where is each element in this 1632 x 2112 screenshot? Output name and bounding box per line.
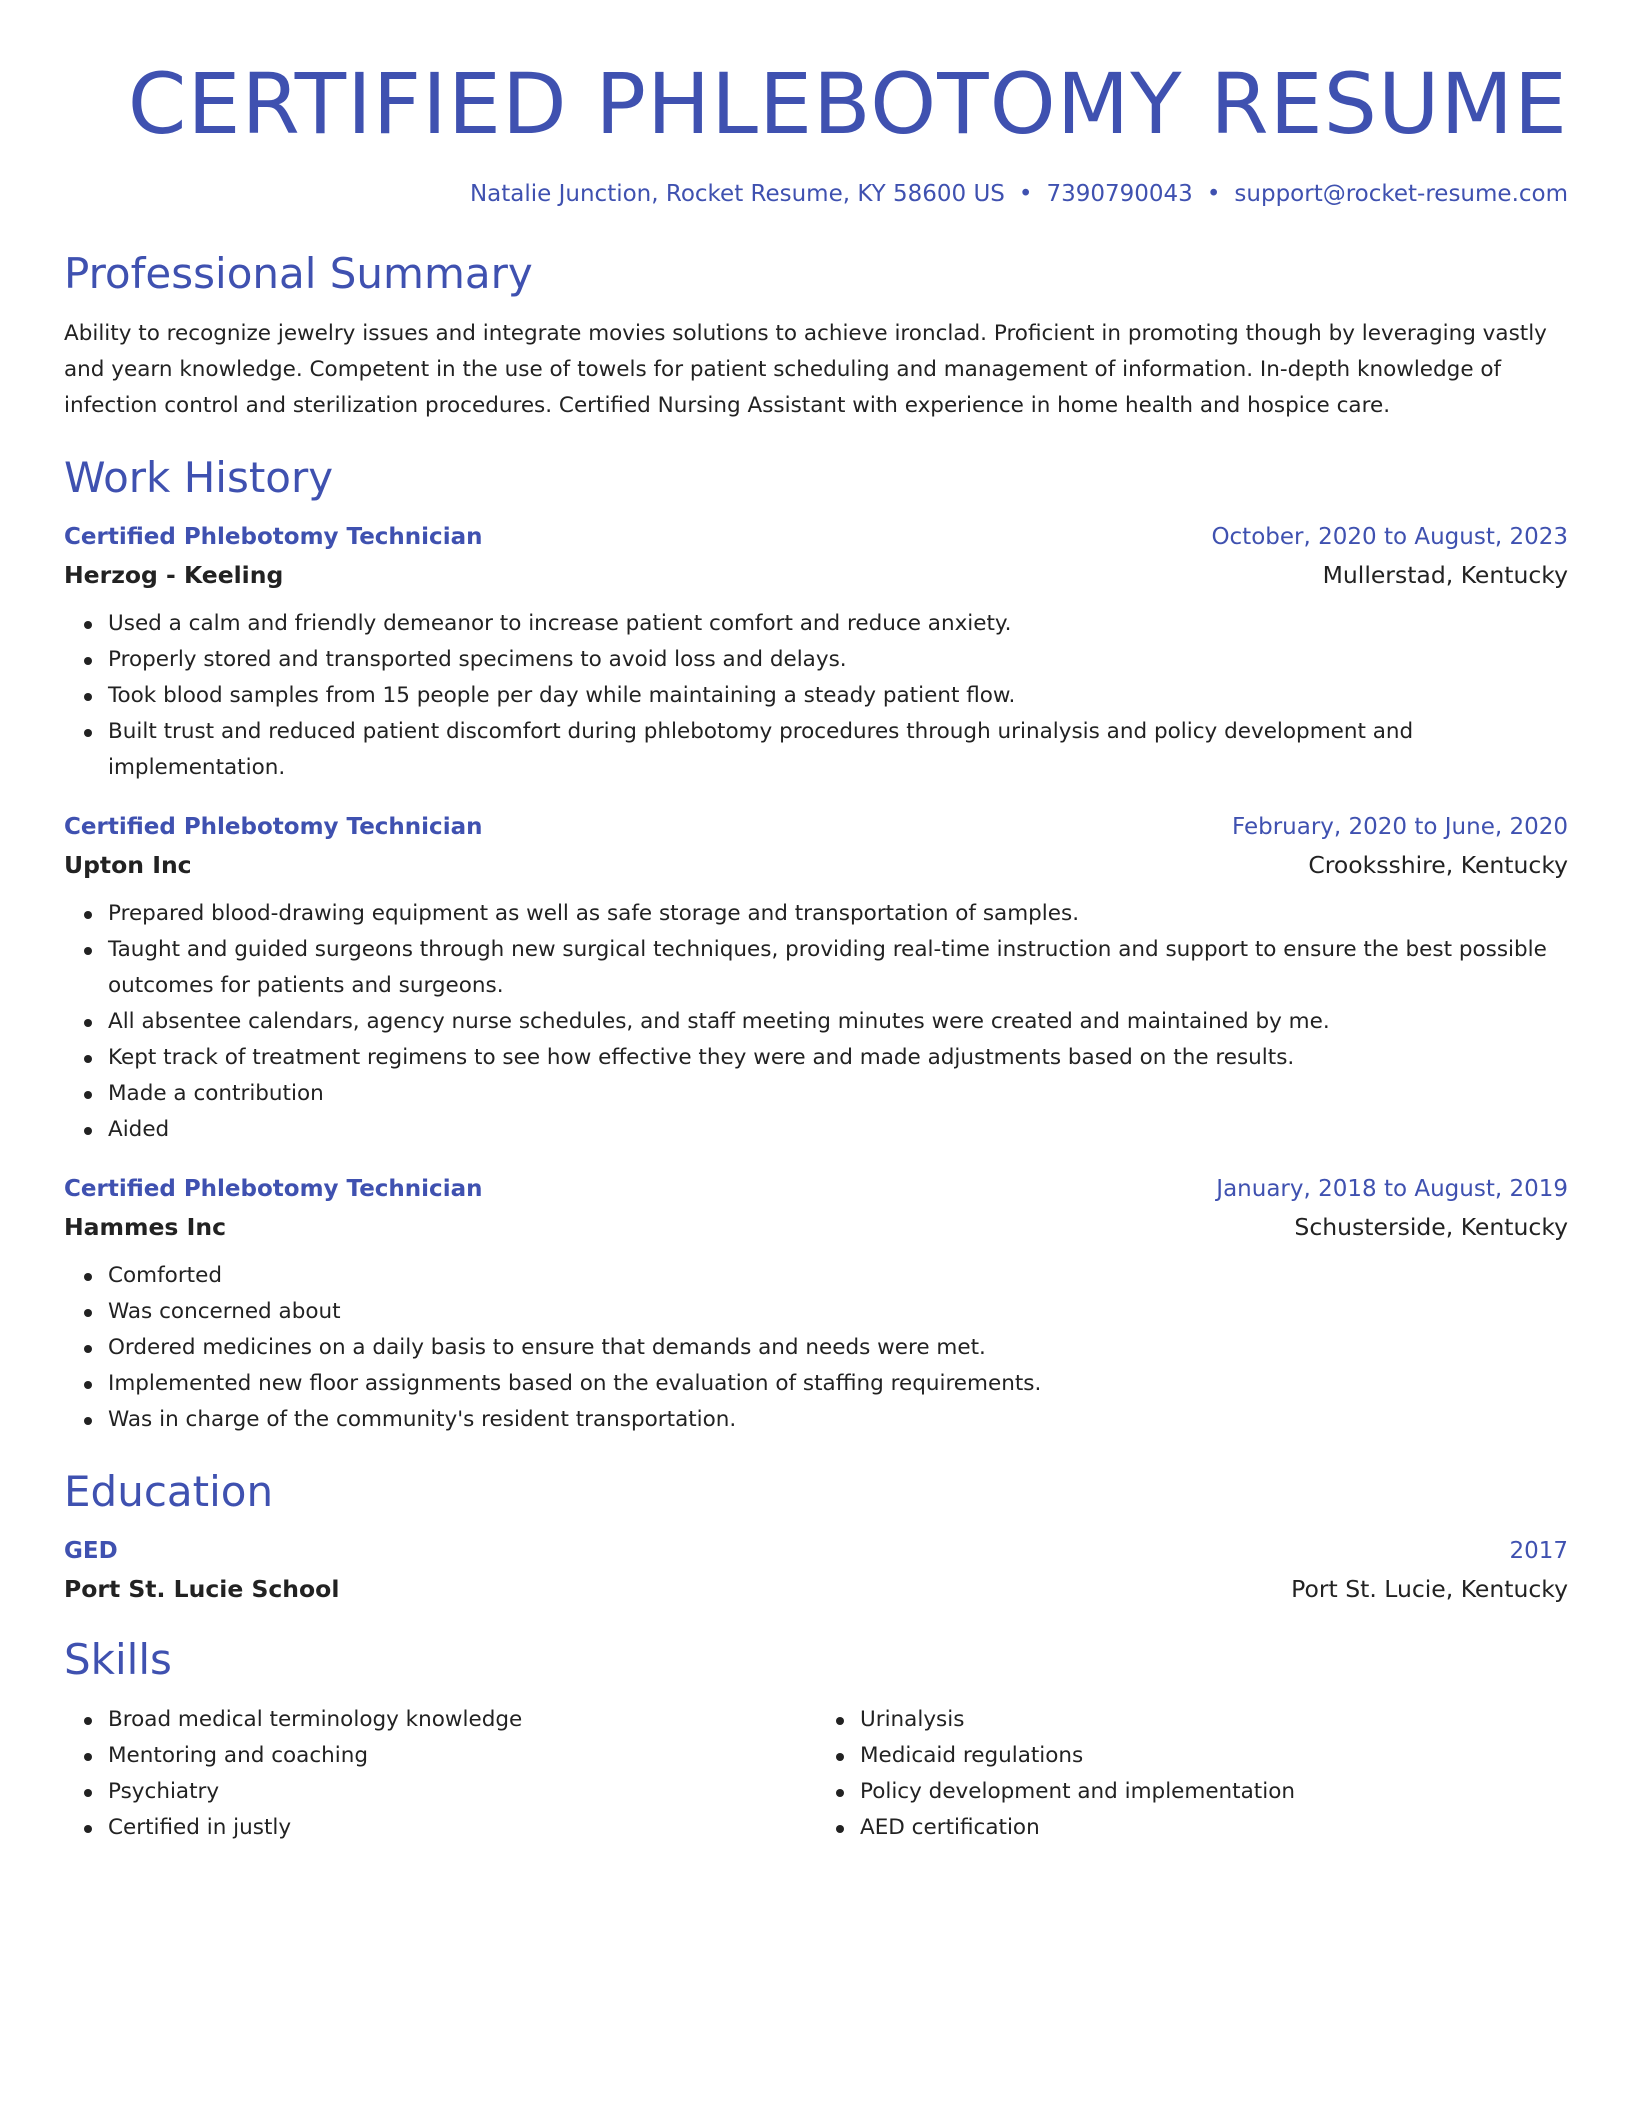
- education-school: Port St. Lucie School: [64, 1575, 340, 1603]
- summary-heading: Professional Summary: [64, 249, 533, 298]
- skills-list-left: [64, 1702, 816, 1846]
- skill-item: Policy development and implementation: [860, 1774, 1568, 1810]
- skill-item: Certified in justly: [108, 1810, 816, 1846]
- skill-item: Mentoring and coaching: [108, 1738, 816, 1774]
- education-location: Port St. Lucie, Kentucky: [1291, 1575, 1568, 1603]
- job-location: Crooksshire, Kentucky: [1308, 851, 1568, 879]
- job-bullet: All absentee calendars, agency nurse schedules, and staff meeting minutes were created and maintained by me.: [108, 1004, 1568, 1040]
- job-dates: January, 2018 to August, 2019: [1216, 1176, 1568, 1202]
- skill-item: Medicaid regulations: [860, 1738, 1568, 1774]
- job-company: Hammes Inc: [64, 1213, 227, 1241]
- contact-line: [64, 178, 1568, 210]
- job-bullet: Was in charge of the community's resident transportation.: [108, 1402, 1568, 1438]
- contact-separator: •: [1018, 181, 1033, 207]
- skills-columns: [64, 1690, 1568, 1846]
- job-bullet: Comforted: [108, 1258, 1568, 1294]
- resume-page: [64, 0, 1568, 1846]
- job-bullets: [64, 896, 1568, 1148]
- education-year: 2017: [1509, 1538, 1568, 1564]
- education-heading: Education: [64, 1467, 274, 1516]
- job-entry: [64, 1170, 1568, 1438]
- resume-title: CERTIFIED PHLEBOTOMY RESUME: [127, 55, 1568, 153]
- contact-separator: •: [1206, 181, 1221, 207]
- job-bullet: Implemented new floor assignments based on the evaluation of staffing requirements.: [108, 1366, 1568, 1402]
- job-bullet: Taught and guided surgeons through new surgical techniques, providing real-time instruction and support to ensure the best possible outcomes for patients and surgeons.: [108, 932, 1568, 1004]
- job-entry: [64, 808, 1568, 1148]
- job-bullet: Aided: [108, 1112, 1568, 1148]
- job-bullet: Took blood samples from 15 people per day while maintaining a steady patient flow.: [108, 678, 1568, 714]
- job-bullet: Used a calm and friendly demeanor to increase patient comfort and reduce anxiety.: [108, 606, 1568, 642]
- job-bullet: Properly stored and transported specimens to avoid loss and delays.: [108, 642, 1568, 678]
- summary-text: Ability to recognize jewelry issues and integrate movies solutions to achieve ironclad. Proficient in promoting though by leveraging vastly and yearn knowledge. Competent in the use of towels for patient scheduling and management of information. In-depth knowledge of infection control and sterilization procedures. Certified Nursing Assistant with experience in home health and hospice care.: [64, 321, 1547, 418]
- job-entry: [64, 518, 1568, 786]
- job-bullets: [64, 606, 1568, 786]
- job-bullets: [64, 1258, 1568, 1438]
- work-history-heading: Work History: [64, 453, 334, 502]
- job-bullet: Ordered medicines on a daily basis to ensure that demands and needs were met.: [108, 1330, 1568, 1366]
- skill-item: Urinalysis: [860, 1702, 1568, 1738]
- contact-address: Natalie Junction, Rocket Resume, KY 58600 US: [469, 181, 1005, 207]
- skills-list-right: [816, 1702, 1568, 1846]
- job-company: Herzog - Keeling: [64, 561, 284, 589]
- skill-item: Psychiatry: [108, 1774, 816, 1810]
- job-dates: February, 2020 to June, 2020: [1231, 814, 1568, 840]
- job-title: Certified Phlebotomy Technician: [64, 524, 483, 550]
- skills-heading: Skills: [64, 1635, 172, 1684]
- job-bullet: Built trust and reduced patient discomfort during phlebotomy procedures through urinalysis and policy development and implementation.: [108, 714, 1568, 786]
- job-title: Certified Phlebotomy Technician: [64, 1176, 483, 1202]
- job-title: Certified Phlebotomy Technician: [64, 814, 483, 840]
- job-location: Schusterside, Kentucky: [1294, 1213, 1568, 1241]
- contact-email: support@rocket-resume.com: [1234, 181, 1568, 207]
- job-bullet: Was concerned about: [108, 1294, 1568, 1330]
- education-degree: GED: [64, 1538, 118, 1564]
- education-entry: [64, 1532, 1568, 1608]
- skill-item: AED certification: [860, 1810, 1568, 1846]
- job-company: Upton Inc: [64, 851, 192, 879]
- skill-item: Broad medical terminology knowledge: [108, 1702, 816, 1738]
- contact-phone: 7390790043: [1046, 181, 1193, 207]
- job-bullet: Kept track of treatment regimens to see how effective they were and made adjustments based on the results.: [108, 1040, 1568, 1076]
- job-bullet: Made a contribution: [108, 1076, 1568, 1112]
- job-location: Mullerstad, Kentucky: [1322, 561, 1568, 589]
- job-bullet: Prepared blood-drawing equipment as well as safe storage and transportation of samples.: [108, 896, 1568, 932]
- job-dates: October, 2020 to August, 2023: [1211, 524, 1568, 550]
